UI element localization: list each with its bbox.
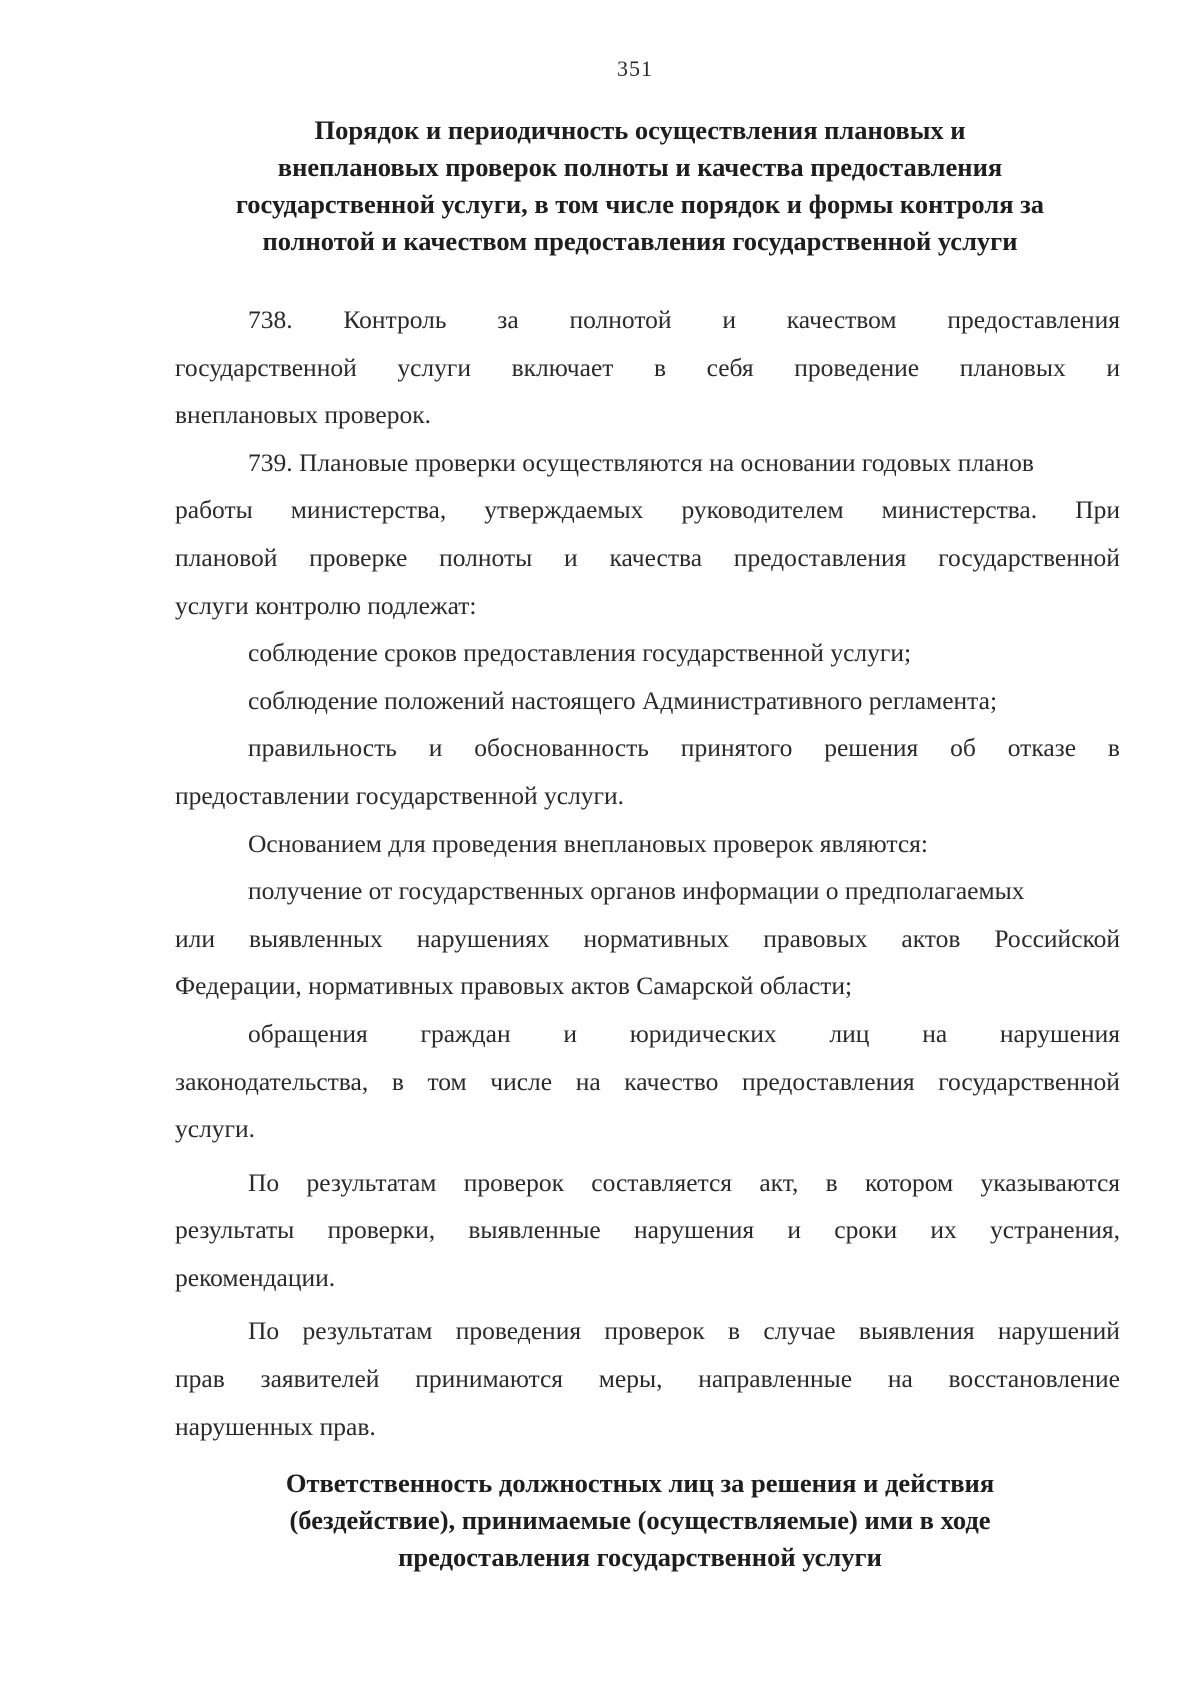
word: на	[922, 1018, 948, 1048]
word: об	[950, 733, 976, 763]
word: По	[248, 1167, 280, 1197]
word: в	[653, 352, 667, 382]
word: проведения	[455, 1316, 582, 1346]
word: обоснованность	[474, 733, 649, 763]
word: и	[1106, 352, 1120, 382]
word: юридических	[629, 1018, 777, 1048]
word: прав	[175, 1364, 225, 1394]
word: проверки,	[327, 1215, 436, 1245]
word: качество	[624, 1066, 719, 1096]
word: результатам	[306, 1167, 437, 1197]
justified-line	[175, 1307, 1120, 1355]
word: министерства.	[881, 495, 1038, 525]
section-heading-control	[185, 112, 1095, 260]
word: принимаются	[415, 1364, 564, 1394]
text-line: предоставлении государственной услуги.	[175, 780, 625, 810]
paragraph	[175, 1010, 1120, 1153]
word: государственной	[938, 1066, 1120, 1096]
word: принятого	[680, 733, 793, 763]
paragraph	[175, 1159, 1120, 1302]
text-line: получение от государственных органов информации о предполагаемых	[248, 876, 1025, 906]
heading-line: (бездействие), принимаемые (осуществляемые) ими в ходе	[289, 1505, 991, 1535]
text-line: внеплановых проверок.	[175, 400, 432, 430]
heading-line: внеплановых проверок полноты и качества предоставления	[277, 152, 1003, 182]
justified-line	[175, 1058, 1120, 1106]
word: предоставления	[733, 542, 907, 572]
word: государственной	[938, 542, 1120, 572]
justified-line	[175, 915, 1120, 963]
justified-line	[175, 1010, 1120, 1058]
word: в	[727, 1316, 741, 1346]
word: нарушения	[634, 1215, 755, 1245]
word: нарушений	[997, 1316, 1120, 1346]
word: качеством	[786, 305, 897, 334]
word: результаты	[175, 1215, 295, 1245]
word: их	[930, 1215, 957, 1245]
word: государственной	[175, 352, 357, 382]
text-line: услуги.	[175, 1114, 256, 1144]
word: граждан	[420, 1018, 511, 1048]
word: министерства,	[290, 495, 447, 525]
paragraph	[175, 677, 1120, 725]
word: том	[427, 1066, 467, 1096]
word: меры,	[598, 1364, 663, 1394]
justified-line	[175, 1355, 1120, 1403]
justified-line	[175, 296, 1120, 344]
word: правовых	[763, 923, 868, 953]
word: лиц	[829, 1018, 870, 1048]
page-number: 351	[617, 56, 653, 81]
paragraph	[175, 439, 1120, 629]
word: включает	[511, 352, 614, 382]
word: себя	[706, 352, 754, 382]
word: за	[497, 305, 519, 334]
word: Российской	[994, 923, 1120, 953]
heading-line: Порядок и периодичность осуществления плановых и	[314, 115, 966, 145]
word: акт,	[759, 1167, 799, 1197]
word: плановых	[959, 352, 1066, 382]
text-line: соблюдение положений настоящего Административного регламента;	[248, 685, 998, 715]
word: предоставления	[742, 1066, 915, 1096]
text-line: нарушенных прав.	[175, 1411, 376, 1441]
word: и	[787, 1215, 802, 1245]
word: в	[391, 1066, 404, 1096]
word: проведение	[794, 352, 920, 382]
word: сроки	[834, 1215, 898, 1245]
text-line: Основанием для проведения внеплановых проверок являются:	[248, 828, 928, 858]
justified-line	[175, 486, 1120, 534]
word: заявителей	[260, 1364, 380, 1394]
word: работы	[175, 495, 253, 525]
word: полнотой	[569, 305, 672, 334]
heading-line: полнотой и качеством предоставления государственной услуги	[262, 226, 1018, 256]
paragraph	[175, 867, 1120, 1010]
paragraph	[175, 629, 1120, 677]
word: числе	[490, 1066, 553, 1096]
word: правильность	[248, 733, 397, 763]
heading-line: Ответственность должностных лиц за решения и действия	[285, 1468, 995, 1498]
word: отказе	[1007, 733, 1077, 763]
text-line: 739. Плановые проверки осуществляются на основании годовых планов	[248, 447, 1034, 477]
document-body	[175, 296, 1120, 1450]
word: услуги	[397, 352, 471, 382]
word: выявленные	[468, 1215, 601, 1245]
word: указываются	[980, 1167, 1120, 1197]
word: руководителем	[681, 495, 844, 525]
paragraph	[175, 1307, 1120, 1450]
word: законодательства,	[175, 1066, 369, 1096]
word: нормативных	[583, 923, 730, 953]
word: проверок	[463, 1167, 564, 1197]
heading-line: государственной услуги, в том числе порядок и формы контроля за	[235, 189, 1045, 219]
word: При	[1075, 495, 1120, 525]
word: предоставления	[947, 305, 1120, 334]
text-line: рекомендации.	[175, 1262, 336, 1292]
word: в	[1107, 733, 1120, 763]
heading-line: предоставления государственной услуги	[398, 1542, 882, 1572]
word: проверок	[604, 1316, 705, 1346]
paragraph	[175, 820, 1120, 868]
justified-line	[175, 724, 1120, 772]
word: нарушения	[999, 1018, 1120, 1048]
text-line: услуги контролю подлежат:	[175, 590, 477, 620]
paragraph	[175, 724, 1120, 819]
word: качества	[609, 542, 703, 572]
word: и	[564, 542, 578, 572]
word: обращения	[248, 1018, 368, 1048]
word: актов	[901, 923, 961, 953]
text-line: соблюдение сроков предоставления государственной услуги;	[248, 638, 912, 668]
justified-line	[175, 1159, 1120, 1207]
word: полноты	[439, 542, 533, 572]
word: на	[887, 1364, 913, 1394]
justified-line	[175, 1206, 1120, 1254]
word: 738.	[248, 305, 293, 334]
text-line: Федерации, нормативных правовых актов Самарской области;	[175, 971, 853, 1001]
word: или	[175, 923, 216, 953]
word: и	[563, 1018, 577, 1048]
word: плановой	[175, 542, 278, 572]
word: и	[722, 305, 736, 334]
word: котором	[864, 1167, 954, 1197]
word: выявления	[858, 1316, 975, 1346]
word: на	[575, 1066, 601, 1096]
word: в	[825, 1167, 838, 1197]
word: случае	[763, 1316, 836, 1346]
word: проверке	[309, 542, 408, 572]
word: результатам	[302, 1316, 433, 1346]
word: устранения,	[990, 1215, 1120, 1245]
word: направленные	[698, 1364, 853, 1394]
word: утверждаемых	[484, 495, 644, 525]
word: составляется	[591, 1167, 733, 1197]
justified-line	[175, 534, 1120, 582]
word: По	[248, 1316, 280, 1346]
paragraph	[175, 296, 1120, 439]
word: и	[428, 733, 443, 763]
word: восстановление	[948, 1364, 1120, 1394]
word: нарушениях	[416, 923, 550, 953]
word: решения	[824, 733, 919, 763]
section-heading-responsibility	[185, 1465, 1095, 1576]
justified-line	[175, 344, 1120, 392]
word: выявленных	[248, 923, 383, 953]
word: Контроль	[343, 305, 447, 334]
